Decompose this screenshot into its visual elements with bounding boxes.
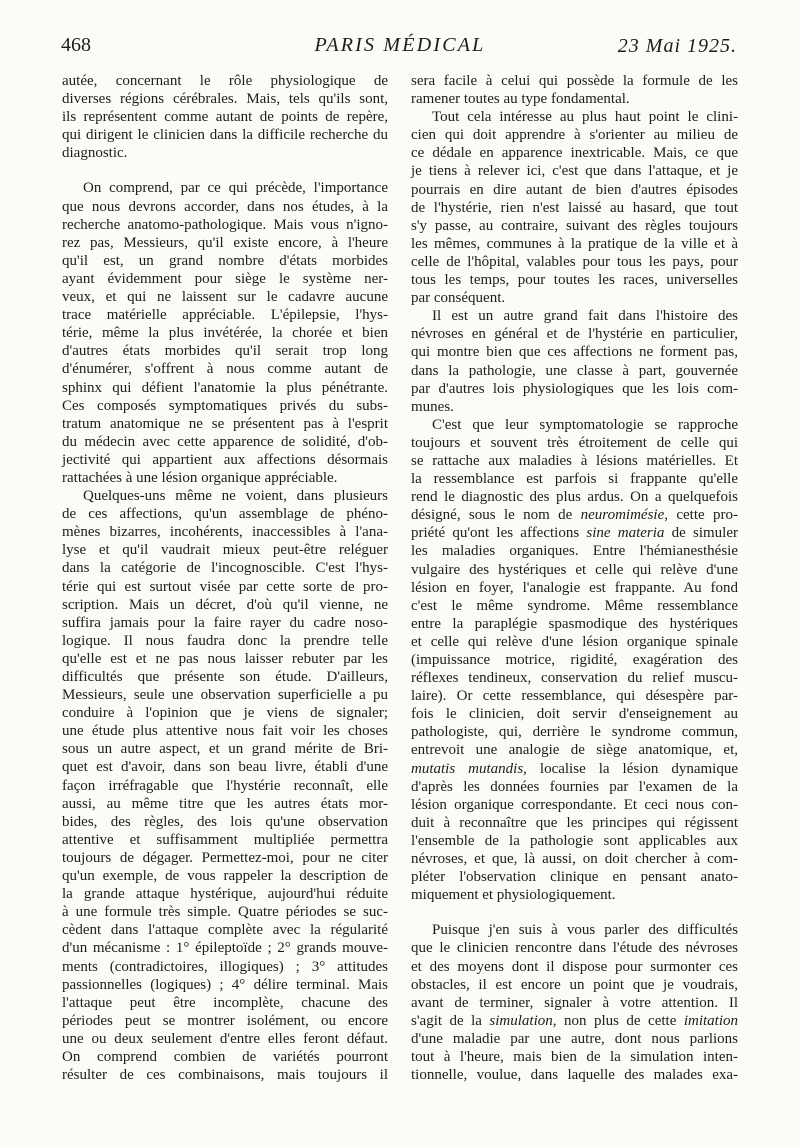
text-line: (impuissance motrice, rigidité, exagération des: [411, 652, 738, 668]
text-line: trace matérielle appréciable. L'épilepsie, l'hys-: [62, 307, 388, 324]
text-line: une ou deux seulement d'entre elles feront défaut.: [62, 1030, 388, 1047]
text-line: s'y passe, au contraire, suivant des règles toujours: [411, 217, 738, 234]
text-line: d'une maladie par une autre, dont nous parlions: [411, 1030, 738, 1047]
paragraph: [62, 72, 388, 162]
text-line: rend le diagnostic des plus ardus. On a quelquefois: [411, 489, 738, 506]
text-line: conduire à l'opinion que je viens de signaler;: [62, 705, 388, 722]
text-line: [411, 506, 738, 524]
italic-term: simulation: [489, 1012, 553, 1029]
text-line: mènes bizarres, incohérents, inaccessibles à l'ana-: [62, 524, 388, 541]
text-line: cèdent dans l'attaque complète avec la régularité: [62, 922, 388, 939]
text-line: diagnostic.: [62, 145, 128, 162]
text-run: , non plus de cette: [552, 1012, 684, 1029]
text-line: qu'elle est et ne pas nous laisser rebuter par les: [62, 650, 388, 667]
italic-term: mutatis mutandis: [411, 760, 524, 777]
paragraph: [411, 108, 738, 307]
text-line: que nous devrons accorder, dans nos études, à la: [62, 198, 388, 215]
text-line: difficultés que présente son étude. D'ailleurs,: [62, 669, 388, 685]
text-line: [411, 1012, 738, 1030]
text-line: toujours et souvent très étroitement de celle qui: [411, 434, 738, 451]
text-line: veux, et qui ne laissent sur le cadavre aucune: [62, 289, 388, 306]
paragraph: [62, 487, 388, 1084]
text-line: aussi, au même titre que les autres états mor-: [62, 795, 388, 812]
text-line: On comprend combien de variétés pourront: [62, 1048, 388, 1065]
text-line: sera facile à celui qui possède la formule de les: [411, 73, 738, 89]
text-line: autée, concernant le rôle physiologique de: [62, 73, 388, 89]
paragraph: [411, 921, 738, 1084]
text-line: entre la paraplégie spasmodique des hystériques: [411, 615, 738, 632]
text-line: passionnelles (logiques) ; 4° délire terminal. Mais: [62, 976, 388, 993]
text-line: jectivité qui appartient aux affections désormais: [62, 451, 388, 468]
text-line: sous un autre aspect, et un grand mérite de Bri-: [62, 741, 388, 758]
text-line: tionnelle, voulue, dans laquelle des malades exa-: [411, 1067, 738, 1084]
journal-title: PARIS MÉDICAL: [314, 34, 486, 56]
text-line: qu'il est, un grand nombre d'états morbides: [62, 252, 388, 269]
text-line: ils représentent comme autant de points de repère,: [62, 109, 388, 126]
text-line: fois le clinicien, doit servir d'enseignement au: [411, 706, 738, 723]
right-column: [411, 72, 738, 1084]
text-line: rez pas, Messieurs, qu'il existe encore, à l'heure: [62, 234, 388, 251]
text-line: de ces affections, qu'un assemblage de phéno-: [62, 506, 388, 523]
text-line: ments (contradictoires, illogiques) ; 3° attitudes: [62, 958, 388, 975]
text-line: miquement et physiologiquement.: [411, 887, 616, 904]
text-line: résulter de ces combinaisons, mais toujours il: [62, 1067, 388, 1084]
text-run: désigné, sous le nom de: [411, 507, 581, 524]
text-line: les mêmes, communes à la pratique de la ville et à: [411, 235, 738, 252]
text-line: diverses régions cérébrales. Mais, tels qu'ils sont,: [62, 91, 388, 108]
page-header: [0, 0, 800, 66]
text-line: l'ensemble de la pathologie sont applicables aux: [411, 832, 738, 849]
text-run: , cette pro-: [664, 507, 738, 524]
text-line: une étude plus attentive nous fait voir les choses: [62, 723, 388, 740]
text-line: Ces composés symptomatiques privés du subs-: [62, 397, 388, 414]
text-line: et des moyens dont il dispose pour surmonter ces: [411, 958, 738, 975]
text-line: celle de l'hôpital, valables pour tous les pays, pour: [411, 253, 738, 270]
text-line: du médecin avec cette apparence de solidité, d'ob-: [62, 433, 388, 450]
text-line: l'attaque peut être incomplète, chacune des: [62, 994, 388, 1011]
text-line: d'un mécanisme : 1° épileptoïde ; 2° grands mouve-: [62, 940, 388, 957]
text-line: tout à l'heure, mais bien de la simulation inten-: [411, 1048, 738, 1065]
text-line: ce dédale en apparence inextricable. Mais, ce que: [411, 145, 738, 162]
text-line: lyse et qu'il vaudrait mieux peut-être reléguer: [62, 542, 388, 559]
text-line: la grande attaque hystérique, aujourd'hui réduite: [62, 886, 388, 903]
text-line: avant de terminer, signaler à votre attention. Il: [411, 994, 738, 1011]
text-line: névroses, et que, là aussi, on doit chercher à com-: [411, 851, 738, 868]
text-line: vulgaire des hystériques et celle qui relève d'une: [411, 561, 738, 578]
text-run: s'agit de la: [411, 1012, 490, 1029]
text-line: d'après les données fournies par l'examen de la: [411, 778, 738, 795]
text-line: entrevoit une analogie de siège anatomique, et,: [411, 742, 738, 759]
text-line: les maladies organiques. Entre l'hémianesthésie: [411, 543, 738, 560]
text-line: pléter l'observation clinique en pensant anato-: [411, 869, 738, 886]
text-line: logique. Il nous faudra donc la prendre telle: [62, 632, 388, 649]
text-line: périodes peut se montrer isolément, ou encore: [62, 1012, 388, 1029]
text-line: obstacles, il est encore un point que je voudrais,: [411, 976, 738, 993]
text-line: attentive et suffisamment multipliée permettra: [62, 831, 388, 848]
page-number: 468: [61, 34, 91, 56]
text-line: qu'un exemple, de vous rappeler la description de: [62, 868, 388, 885]
text-line: dans la catégorie de l'incognoscible. C'est l'hys-: [62, 560, 388, 577]
text-line: Quelques-uns même ne voient, dans plusieurs: [83, 488, 388, 505]
text-line: Messieurs, seule une observation superficielle a pu: [62, 687, 388, 704]
italic-term: sine materia: [586, 525, 665, 542]
text-line: ayant évidemment pour siège le système ner-: [62, 270, 388, 287]
text-line: névroses en général et de l'hystérie en particulier,: [411, 326, 738, 343]
text-line: d'autres états morbides qu'il serait trop long: [62, 343, 388, 360]
italic-term: neuromimésie: [580, 507, 665, 524]
text-line: recherche anatomo-pathologique. Mais vous n'igno-: [62, 216, 388, 233]
text-line: On comprend, par ce qui précède, l'importance: [83, 180, 388, 197]
text-line: Puisque j'en suis à vous parler des difficultés: [432, 922, 738, 939]
text-line: cien qui doit apprendre à s'orienter au milieu de: [411, 127, 738, 144]
text-line: sphinx qui défient l'anatomie la plus pénétrante.: [62, 379, 388, 396]
text-line: par conséquent.: [411, 290, 506, 307]
text-line: térie qui est surtout visée par cette sorte de pro-: [62, 578, 388, 595]
text-line: Il est un autre grand fait dans l'histoire des: [432, 308, 738, 325]
paragraph: [411, 72, 738, 108]
text-line: lésion organique correspondante. Et ceci nous con-: [411, 796, 738, 813]
text-line: toujours de dégager. Permettez-moi, pour ne citer: [62, 849, 388, 866]
text-line: quet est d'avoir, dans son beau livre, établi d'une: [62, 759, 388, 776]
text-line: façon irréfragable que l'hystérie reconnaît, elle: [62, 777, 388, 794]
text-line: tratum anatomique ne se présentent pas à l'esprit: [62, 415, 388, 432]
text-line: rattachées à une lésion organique appréciable.: [62, 469, 338, 486]
text-line: ramener toutes au type fondamental.: [411, 91, 630, 108]
italic-term: imitation: [683, 1012, 738, 1029]
text-line: c'est le même syndrome. Même ressemblance: [411, 597, 738, 614]
text-line: que le clinicien rencontre dans l'étude des névroses: [411, 940, 738, 957]
text-line: tous les temps, pour toutes les races, universelles: [411, 272, 738, 289]
text-line: laire). Or cette ressemblance, qui désespère par-: [411, 688, 738, 705]
text-line: à une formule très simple. Quatre périodes se suc-: [62, 904, 388, 921]
text-run: , localise la lésion dynamique: [523, 760, 738, 777]
text-line: et celle qui relève d'une lésion organique spinale: [411, 633, 738, 650]
text-line: dans la pathologie, une classe à part, gouvernée: [411, 362, 738, 379]
text-line: qui dirigent le clinicien dans la difficile recherche du: [62, 127, 388, 144]
paragraph: [411, 416, 738, 905]
text-line: [411, 760, 738, 778]
text-line: suffira jamais pour la faire rayer du cadre noso-: [62, 614, 388, 631]
text-line: la ressemblance est parfois si frappante qu'elle: [411, 471, 738, 488]
text-line: lésion en foyer, l'analogie est frappante. Au fond: [411, 579, 738, 596]
issue-date: 23 Mai 1925.: [617, 35, 737, 57]
text-line: qui montre bien que ces affections ne forment pas,: [411, 344, 738, 361]
paragraph: [62, 179, 388, 487]
text-line: C'est que leur symptomatologie se rapproche: [432, 416, 738, 433]
text-run: de simuler: [664, 525, 739, 542]
text-line: [411, 524, 738, 542]
text-run: priété qu'ont les affections: [411, 525, 587, 542]
text-line: d'énumérer, s'offrent à nous comme autant de: [62, 361, 388, 378]
text-line: réflexes tendineux, conservation du relief muscu-: [411, 670, 738, 687]
text-line: je tiens à relever ici, c'est que dans l'attaque, et je: [411, 163, 738, 180]
text-line: par d'autres lois physiologiques que les lois com-: [411, 380, 738, 397]
text-line: se rattache aux maladies à lésions matérielles. Et: [411, 452, 738, 469]
text-line: pathologiste, qui, derrière le syndrome commun,: [411, 724, 738, 741]
text-line: scription. Mais un décret, d'où qu'il vienne, ne: [62, 596, 388, 613]
text-line: Tout cela intéresse au plus haut point le clini-: [432, 109, 738, 126]
text-line: duit à reconnaître que les principes qui régissent: [411, 814, 738, 831]
left-column: [62, 72, 388, 1084]
text-line: de l'hystérie, rien n'est laissé au hasard, que tout: [411, 199, 738, 216]
paragraph: [411, 307, 738, 416]
text-line: térie, même la plus invétérée, la chorée et bien: [62, 325, 388, 342]
text-line: pourrais en dire autant de bien d'autres épisodes: [411, 181, 738, 198]
text-line: bides, des règles, des lois qu'une observation: [62, 813, 388, 830]
text-line: munes.: [411, 398, 454, 415]
